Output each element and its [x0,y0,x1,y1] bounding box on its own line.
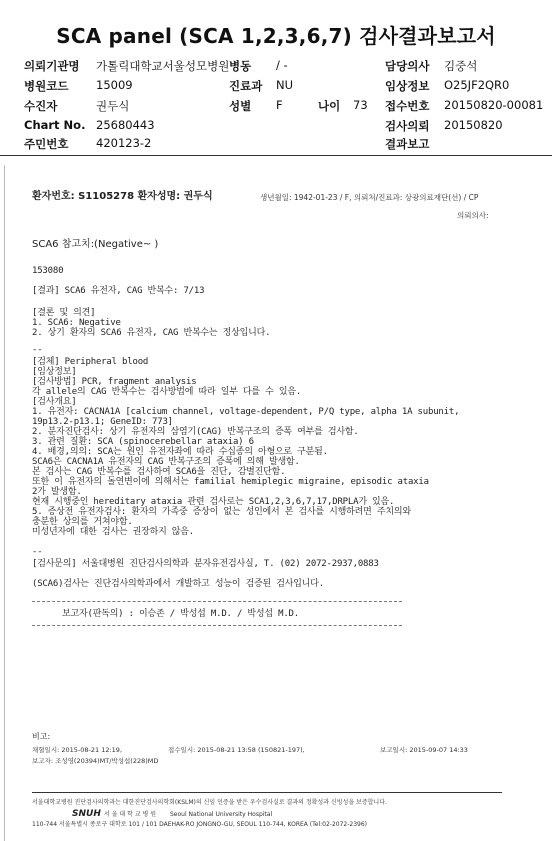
label-chart-no: Chart No. [24,118,86,132]
scanned-report [0,165,552,841]
specimen-line: 2. 분자진단검사: 상기 유전자의 삼염기(CAG) 반복구조의 증폭 여부를 검사함. [32,427,359,437]
label-hospital-code: 병원코드 [24,79,69,93]
specimen-line: 3. 관련 질환: SCA (spinocerebellar ataxia) 6 [32,437,254,447]
result-line: [결과] SCA6 유전자, CAG 반복수: 7/13 [32,286,205,296]
specimen-line: 현재 시행중인 hereditary ataxia 관련 검사로는 SCA1,2,3,6,7,17,DRPLA가 있음. [32,497,395,507]
label-patient: 수진자 [24,99,58,113]
reporter-bottom-rule [32,625,402,626]
specimen-line: [임상정보] [32,367,77,377]
specimen-line: 미성년자에 대한 검사는 권장하지 않음. [32,527,194,537]
value-age: 73 [353,98,368,112]
label-resident-no: 주민번호 [24,137,69,151]
value-chart-no: 25680443 [96,118,155,132]
developed-line: (SCA6)검사는 진단검사의학과에서 개발하고 성능이 검증된 검사입니다. [32,579,324,589]
collect-datetime: 채혈일시: 2015-08-21 12:19, [32,746,123,754]
certification-notice: 서울대학교병원 진단검사의학과는 대한진단검사의학회(KSLM)의 신임 인증을 받은 우수검사실로 결과의 정확성과 신빙성을 보증합니다. [32,799,387,806]
patient-meta: 생년월일: 1942-01-23 / F, 의뢰처/진료과: 상광의료재단(선) / CP [260,193,479,202]
requester: 의뢰의사: [457,211,489,220]
result-title: SCA6 참고치:(Negative~ ) [32,239,159,250]
label-age: 나이 [318,99,341,113]
value-request-date: 20150820 [444,118,503,132]
label-receipt-no: 접수번호 [385,99,430,113]
specimen-line: 충분한 상의를 거쳐야함. [32,517,133,527]
specimen-line: [검사방법] PCR, fragment analysis [32,377,197,387]
separator: -- [32,345,43,355]
label-department: 진료과 [229,79,263,93]
specimen-line: 2가 발생함. [32,487,82,497]
value-receipt-no: 20150820-00081 [444,98,544,112]
conclusion-line: [결론 및 의견] [32,308,96,318]
label-institution: 의뢰기관명 [24,59,80,73]
specimen-line: 1. 유전자: CACNA1A [calcium channel, voltage-dependent, P/Q type, alpha 1A subunit, [32,407,460,417]
value-patient: 권두식 [96,99,130,113]
value-clinical-info: O25JF2QR0 [444,78,510,92]
hospital-address: 110-744 서울특별시 종로구 대학로 101 / 101 DAEHAK-RO JONGNO-GU, SEOUL 110-744, KOREA (Tel:02-2072-2396) [32,821,368,828]
specimen-line: 또한 이 유전자의 돌연변이에 의해서는 familial hemiplegic migraine, episodic ataxia [32,477,429,487]
receive-datetime: 접수일시: 2015-08-21 13:58 (150821-197), [168,746,305,754]
snuh-logo: SNUH [72,809,101,819]
specimen-line: [검사개요] [32,397,77,407]
label-clinical-info: 임상정보 [385,79,430,93]
header-divider [0,155,552,156]
value-sex: F [276,98,283,112]
hospital-name-en: Seoul National University Hospital [170,811,273,818]
specimen-line: [검체] Peripheral blood [32,357,149,367]
reporter-top-rule [32,601,402,602]
separator: -- [32,547,43,557]
value-resident-no: 420123-2 [96,136,152,150]
value-doctor: 김중석 [444,59,478,73]
conclusion-line: 1. SCA6: Negative [32,318,121,328]
footer-rule [32,792,502,793]
specimen-line: 5. 증상전 유전자검사: 환자의 가족중 증상이 없는 성인에서 본 검사를 시행하려면 주치의와 [32,507,411,517]
patient-line: 환자번호: S1105278 환자성명: 권두식 [32,191,213,202]
value-department: NU [276,78,294,92]
specimen-line: 19p13.2-p13.1; GeneID: 773] [32,417,173,427]
report-datetime: 보고일시: 2015-09-07 14:33 [380,746,468,754]
report-title: SCA panel (SCA 1,2,3,6,7) 검사결과보고서 [56,24,496,48]
inquiry-line: [검사문의] 서울대병원 진단검사의학과 분자유전검사실, T. (02) 2072-2937,0883 [32,559,379,569]
test-code: 153080 [32,266,64,276]
scan-edge [4,165,5,841]
value-ward: / - [276,58,288,72]
remarks-label: 비고: [32,732,51,741]
label-request-date: 검사의뢰 [385,119,430,133]
value-hospital-code: 15009 [96,78,133,92]
conclusion-line: 2. 상기 환자의 SCA6 유전자, CAG 반복수는 정상입니다. [32,328,271,338]
hospital-name-ko: 서 울 대 학 교 병 원 [104,811,157,818]
label-sex: 성별 [229,99,252,113]
specimen-line: 각 allele의 CAG 반복수는 검사방법에 따라 일부 다를 수 있음. [32,387,302,397]
specimen-line: 4. 배경,의의: SCA는 원인 유전자좌에 따라 수십종의 아형으로 구분됨. [32,447,328,457]
reporter-line: 보고자(판독의) : 이승존 / 박성섭 M.D. / 박성섭 M.D. [62,609,299,619]
reporter-line-2: 보고자: 조성영(20394)MT/박성섭(228)MD [32,757,159,765]
specimen-line: 본 검사는 CAG 반복수를 검사하여 SCA6을 진단, 감별진단함. [32,467,286,477]
label-doctor: 담당의사 [385,59,430,73]
label-ward: 병동 [229,59,252,73]
value-institution: 가톨릭대학교서울성모병원 [96,59,230,73]
label-result-report: 결과보고 [385,137,430,151]
specimen-line: SCA6은 CACNA1A 유전자의 CAG 반복구조의 증폭에 의해 발생함. [32,457,300,467]
